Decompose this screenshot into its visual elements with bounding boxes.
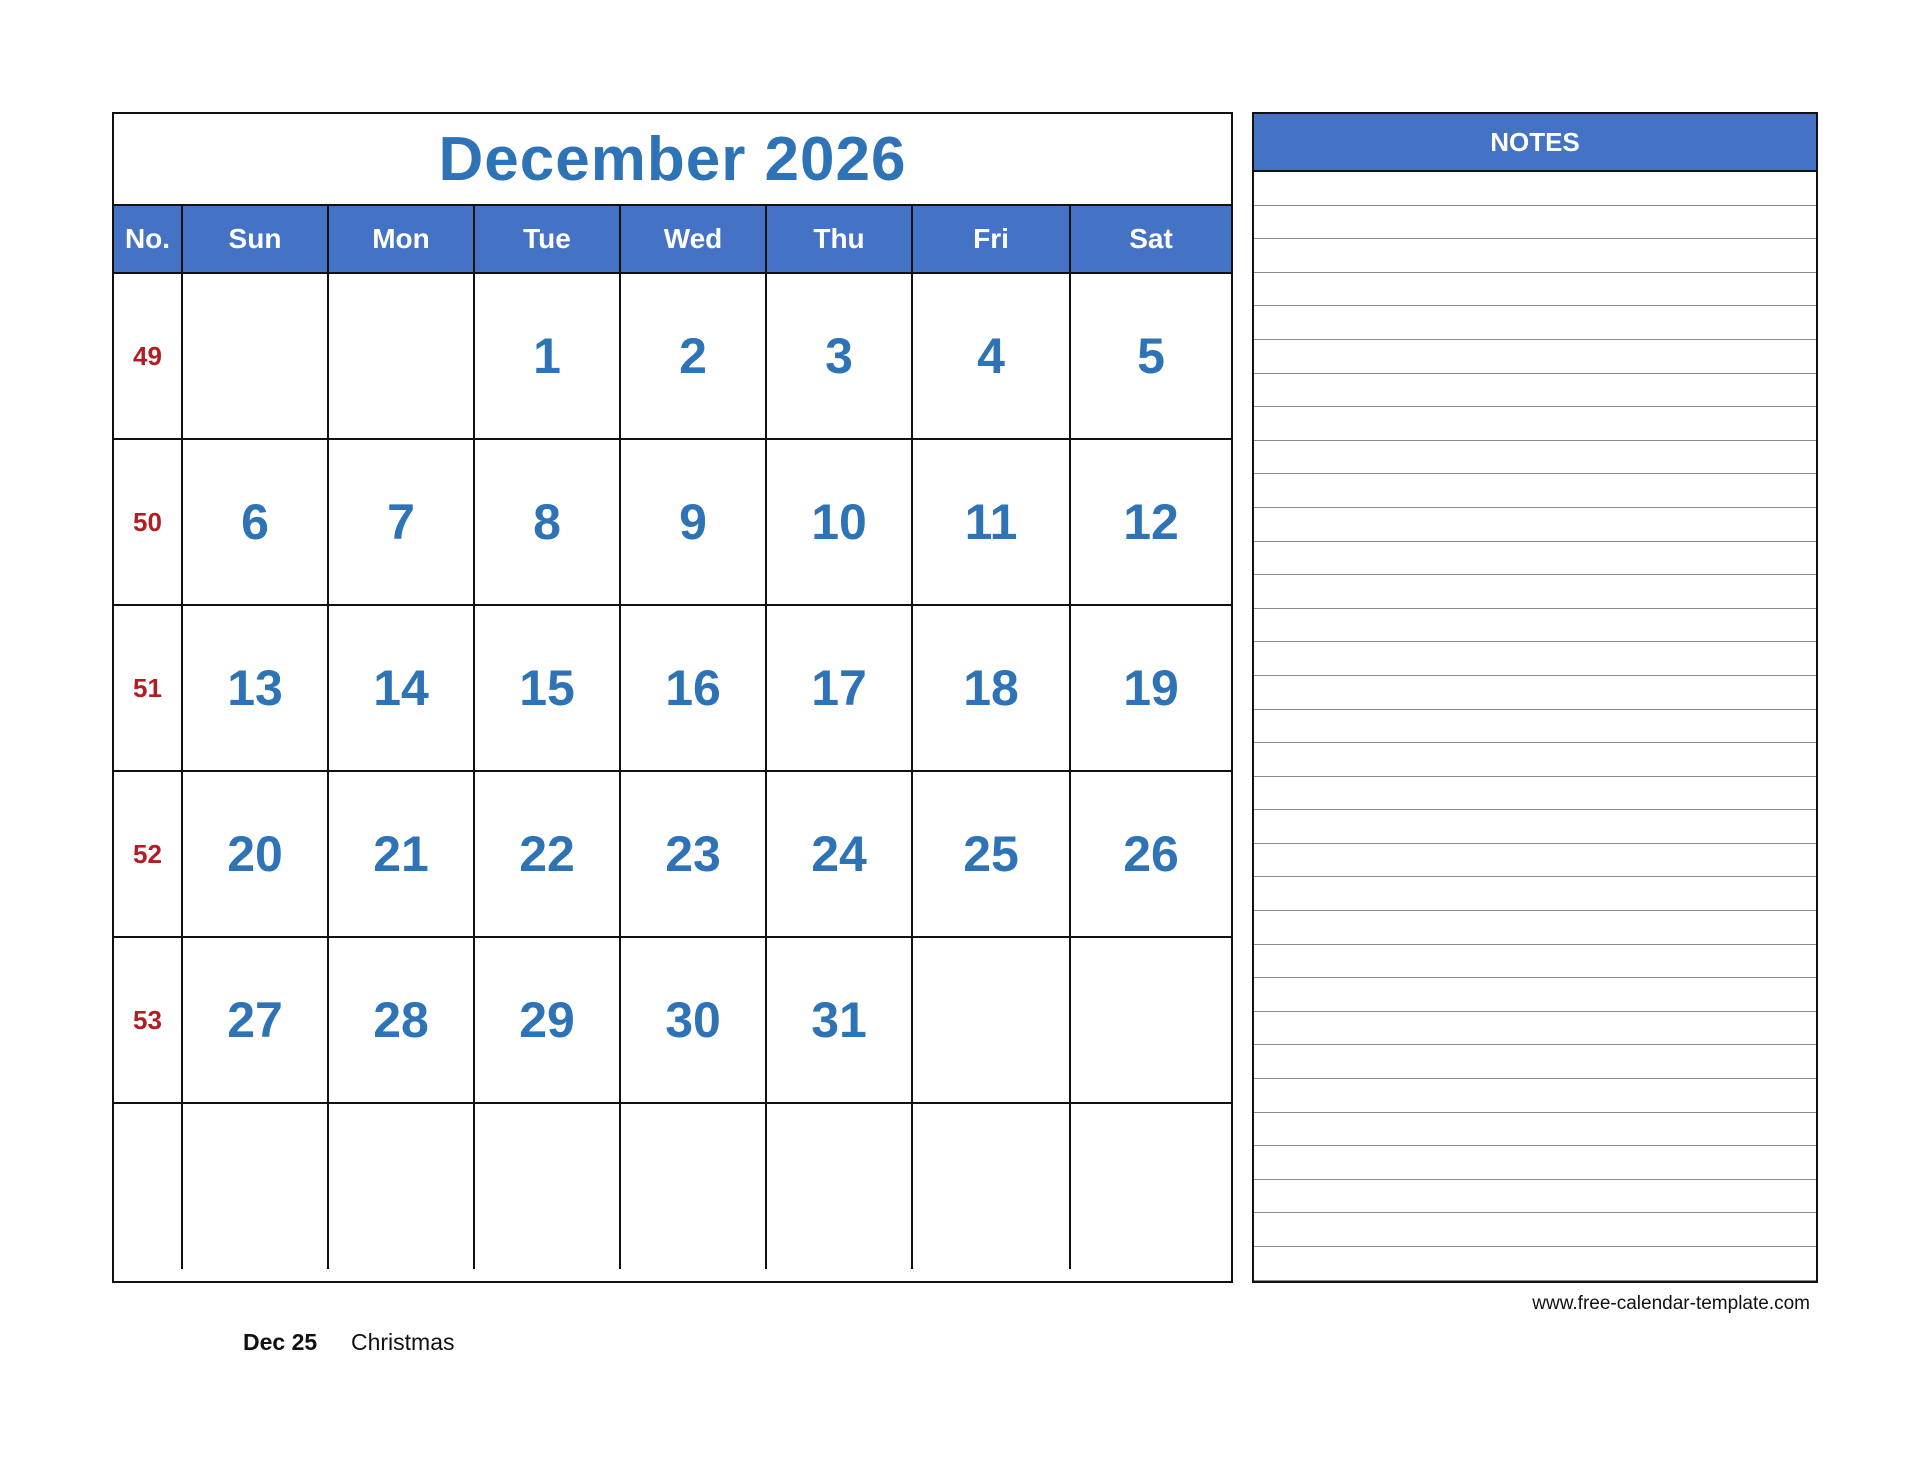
note-line[interactable] bbox=[1254, 810, 1816, 844]
day-cell[interactable]: 17 bbox=[766, 605, 912, 771]
week-number: 52 bbox=[114, 771, 182, 937]
note-line[interactable] bbox=[1254, 1079, 1816, 1113]
note-line[interactable] bbox=[1254, 642, 1816, 676]
day-cell[interactable]: 19 bbox=[1070, 605, 1231, 771]
day-cell[interactable] bbox=[620, 1103, 766, 1269]
day-cell[interactable]: 30 bbox=[620, 937, 766, 1103]
day-cell[interactable]: 4 bbox=[912, 273, 1070, 439]
note-line[interactable] bbox=[1254, 474, 1816, 508]
note-line[interactable] bbox=[1254, 306, 1816, 340]
weekday-header-tue: Tue bbox=[474, 206, 620, 273]
week-row bbox=[114, 771, 1231, 937]
day-cell[interactable]: 11 bbox=[912, 439, 1070, 605]
note-line[interactable] bbox=[1254, 239, 1816, 273]
day-cell[interactable]: 25 bbox=[912, 771, 1070, 937]
day-cell[interactable]: 8 bbox=[474, 439, 620, 605]
day-cell[interactable]: 5 bbox=[1070, 273, 1231, 439]
day-cell[interactable]: 15 bbox=[474, 605, 620, 771]
day-cell[interactable]: 29 bbox=[474, 937, 620, 1103]
note-line[interactable] bbox=[1254, 374, 1816, 408]
day-cell[interactable]: 22 bbox=[474, 771, 620, 937]
holiday-name: Christmas bbox=[351, 1329, 455, 1355]
note-line[interactable] bbox=[1254, 407, 1816, 441]
day-cell[interactable]: 20 bbox=[182, 771, 328, 937]
week-row bbox=[114, 605, 1231, 771]
day-cell[interactable]: 13 bbox=[182, 605, 328, 771]
day-cell[interactable] bbox=[912, 1103, 1070, 1269]
note-line[interactable] bbox=[1254, 206, 1816, 240]
note-line[interactable] bbox=[1254, 1113, 1816, 1147]
week-number: 51 bbox=[114, 605, 182, 771]
note-line[interactable] bbox=[1254, 542, 1816, 576]
note-line[interactable] bbox=[1254, 441, 1816, 475]
holiday-date: Dec 25 bbox=[243, 1329, 318, 1355]
note-line[interactable] bbox=[1254, 1247, 1816, 1281]
week-row bbox=[114, 439, 1231, 605]
day-cell[interactable]: 18 bbox=[912, 605, 1070, 771]
note-line[interactable] bbox=[1254, 172, 1816, 206]
week-number bbox=[114, 1103, 182, 1269]
day-cell[interactable]: 12 bbox=[1070, 439, 1231, 605]
note-line[interactable] bbox=[1254, 340, 1816, 374]
calendar bbox=[112, 112, 1233, 1283]
week-row bbox=[114, 273, 1231, 439]
day-cell[interactable] bbox=[474, 1103, 620, 1269]
day-cell[interactable]: 28 bbox=[328, 937, 474, 1103]
day-cell[interactable]: 2 bbox=[620, 273, 766, 439]
note-line[interactable] bbox=[1254, 1012, 1816, 1046]
notes-lines[interactable] bbox=[1254, 172, 1816, 1281]
notes-panel bbox=[1252, 112, 1818, 1283]
weekday-header-mon: Mon bbox=[328, 206, 474, 273]
day-cell[interactable]: 9 bbox=[620, 439, 766, 605]
day-cell[interactable] bbox=[328, 273, 474, 439]
calendar-grid bbox=[114, 206, 1231, 1269]
day-cell[interactable]: 27 bbox=[182, 937, 328, 1103]
weekday-header-fri: Fri bbox=[912, 206, 1070, 273]
day-cell[interactable]: 24 bbox=[766, 771, 912, 937]
day-cell[interactable]: 7 bbox=[328, 439, 474, 605]
note-line[interactable] bbox=[1254, 710, 1816, 744]
day-cell[interactable] bbox=[182, 273, 328, 439]
day-cell[interactable]: 3 bbox=[766, 273, 912, 439]
note-line[interactable] bbox=[1254, 1045, 1816, 1079]
note-line[interactable] bbox=[1254, 1146, 1816, 1180]
note-line[interactable] bbox=[1254, 777, 1816, 811]
day-cell[interactable]: 31 bbox=[766, 937, 912, 1103]
day-cell[interactable] bbox=[328, 1103, 474, 1269]
day-cell[interactable] bbox=[766, 1103, 912, 1269]
day-cell[interactable]: 21 bbox=[328, 771, 474, 937]
note-line[interactable] bbox=[1254, 609, 1816, 643]
note-line[interactable] bbox=[1254, 844, 1816, 878]
day-cell[interactable] bbox=[912, 937, 1070, 1103]
note-line[interactable] bbox=[1254, 1180, 1816, 1214]
day-cell[interactable]: 1 bbox=[474, 273, 620, 439]
day-cell[interactable]: 26 bbox=[1070, 771, 1231, 937]
note-line[interactable] bbox=[1254, 911, 1816, 945]
week-number: 53 bbox=[114, 937, 182, 1103]
weekday-header-sat: Sat bbox=[1070, 206, 1231, 273]
week-number: 49 bbox=[133, 340, 162, 371]
week-row bbox=[114, 937, 1231, 1103]
calendar-title: December 2026 bbox=[114, 114, 1231, 206]
note-line[interactable] bbox=[1254, 978, 1816, 1012]
holiday-list bbox=[243, 1329, 455, 1356]
day-cell[interactable]: 16 bbox=[620, 605, 766, 771]
note-line[interactable] bbox=[1254, 1213, 1816, 1247]
note-line[interactable] bbox=[1254, 743, 1816, 777]
note-line[interactable] bbox=[1254, 575, 1816, 609]
note-line[interactable] bbox=[1254, 273, 1816, 307]
week-number: 50 bbox=[114, 439, 182, 605]
website-credit: www.free-calendar-template.com bbox=[1532, 1293, 1810, 1314]
notes-title: NOTES bbox=[1254, 114, 1816, 172]
note-line[interactable] bbox=[1254, 676, 1816, 710]
day-cell[interactable]: 6 bbox=[182, 439, 328, 605]
holiday-item bbox=[243, 1329, 455, 1356]
weekday-header-wed: Wed bbox=[620, 206, 766, 273]
weekday-header-thu: Thu bbox=[766, 206, 912, 273]
day-cell[interactable] bbox=[1070, 937, 1231, 1103]
note-line[interactable] bbox=[1254, 877, 1816, 911]
weekday-header-row bbox=[114, 206, 1231, 273]
day-cell[interactable]: 23 bbox=[620, 771, 766, 937]
weekday-header-sun: Sun bbox=[182, 206, 328, 273]
day-cell[interactable]: 10 bbox=[766, 439, 912, 605]
week-number-header: No. bbox=[114, 206, 182, 273]
day-cell[interactable] bbox=[182, 1103, 328, 1269]
day-cell[interactable] bbox=[1070, 1103, 1231, 1269]
week-row bbox=[114, 1103, 1231, 1269]
note-line[interactable] bbox=[1254, 945, 1816, 979]
note-line[interactable] bbox=[1254, 508, 1816, 542]
day-cell[interactable]: 14 bbox=[328, 605, 474, 771]
